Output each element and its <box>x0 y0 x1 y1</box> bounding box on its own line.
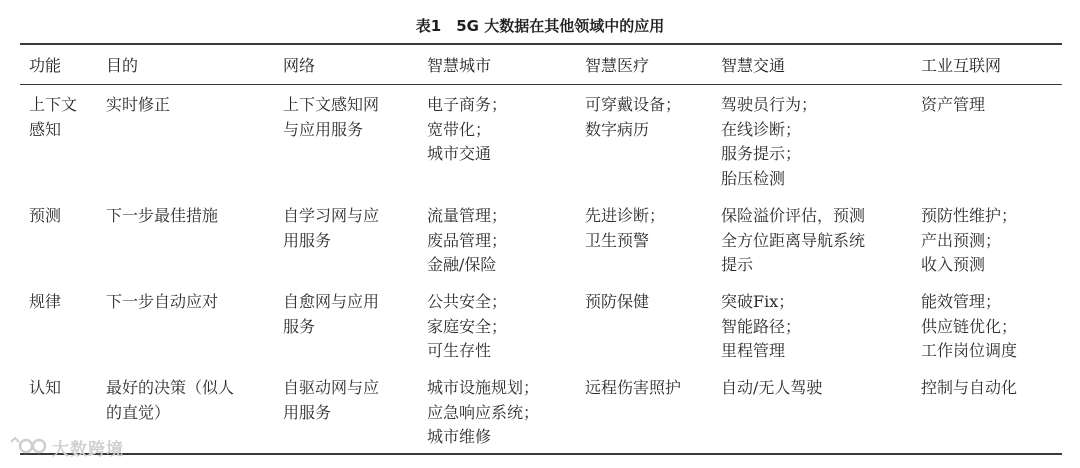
row1-smart-city: 电子商务； 宽带化； 城市交通 <box>427 95 508 163</box>
row3-smart-traffic: 突破Fix； 智能路径； 里程管理 <box>721 292 802 360</box>
row3-purpose: 下一步自动应对 <box>106 292 219 311</box>
row4-network: 自驱动网与应 用服务 <box>283 378 380 422</box>
row3-smart-city: 公共安全； 家庭安全； 可生存性 <box>427 292 508 360</box>
row4-smart-medical: 远程伤害照护 <box>585 378 682 397</box>
table-header-rule <box>20 84 1062 85</box>
table-top-rule <box>20 43 1062 45</box>
table-bottom-rule <box>20 453 1062 455</box>
row3-industrial-internet: 能效管理； 供应链优化； 工作岗位调度 <box>921 292 1018 360</box>
row2-network: 自学习网与应 用服务 <box>283 206 380 250</box>
watermark <box>8 434 124 460</box>
header-purpose: 目的 <box>106 56 139 75</box>
row2-smart-medical: 先进诊断； 卫生预警 <box>585 206 666 250</box>
row1-function: 上下文 感知 <box>29 95 78 139</box>
row2-smart-traffic: 保险溢价评估，预测 全方位距离导航系统 提示 <box>721 206 866 274</box>
row1-industrial-internet: 资产管理 <box>921 95 986 114</box>
row1-smart-traffic: 驾驶员行为； 在线诊断； 服务提示； 胎压检测 <box>721 95 818 188</box>
row2-purpose: 下一步最佳措施 <box>106 206 219 225</box>
row2-smart-city: 流量管理； 废品管理； 金融/保险 <box>427 206 508 274</box>
row4-smart-city: 城市设施规划； 应急响应系统； 城市维修 <box>427 378 540 446</box>
row4-purpose: 最好的决策（似人 的直觉） <box>106 378 235 422</box>
row2-industrial-internet: 预防性维护； 产出预测； 收入预测 <box>921 206 1018 274</box>
row2-function: 预测 <box>29 206 62 225</box>
row1-purpose: 实时修正 <box>106 95 171 114</box>
row1-smart-medical: 可穿戴设备； 数字病历 <box>585 95 682 139</box>
row4-industrial-internet: 控制与自动化 <box>921 378 1018 397</box>
header-function: 功能 <box>29 56 62 75</box>
header-industrial-internet: 工业互联网 <box>921 56 1002 75</box>
header-smart-city: 智慧城市 <box>427 56 492 75</box>
header-smart-traffic: 智慧交通 <box>721 56 786 75</box>
header-smart-medical: 智慧医疗 <box>585 56 650 75</box>
row4-smart-traffic: 自动/无人驾驶 <box>721 378 823 397</box>
row3-network: 自愈网与应用 服务 <box>283 292 380 336</box>
row3-smart-medical: 预防保健 <box>585 292 650 311</box>
logo-icon <box>8 434 48 460</box>
row4-function: 认知 <box>29 378 62 397</box>
row1-network: 上下文感知网 与应用服务 <box>283 95 380 139</box>
watermark-text: 大数跨境 <box>52 439 124 460</box>
header-network: 网络 <box>283 56 316 75</box>
table-caption: 表1 5G 大数据在其他领域中的应用 <box>415 17 665 35</box>
row3-function: 规律 <box>29 292 62 311</box>
